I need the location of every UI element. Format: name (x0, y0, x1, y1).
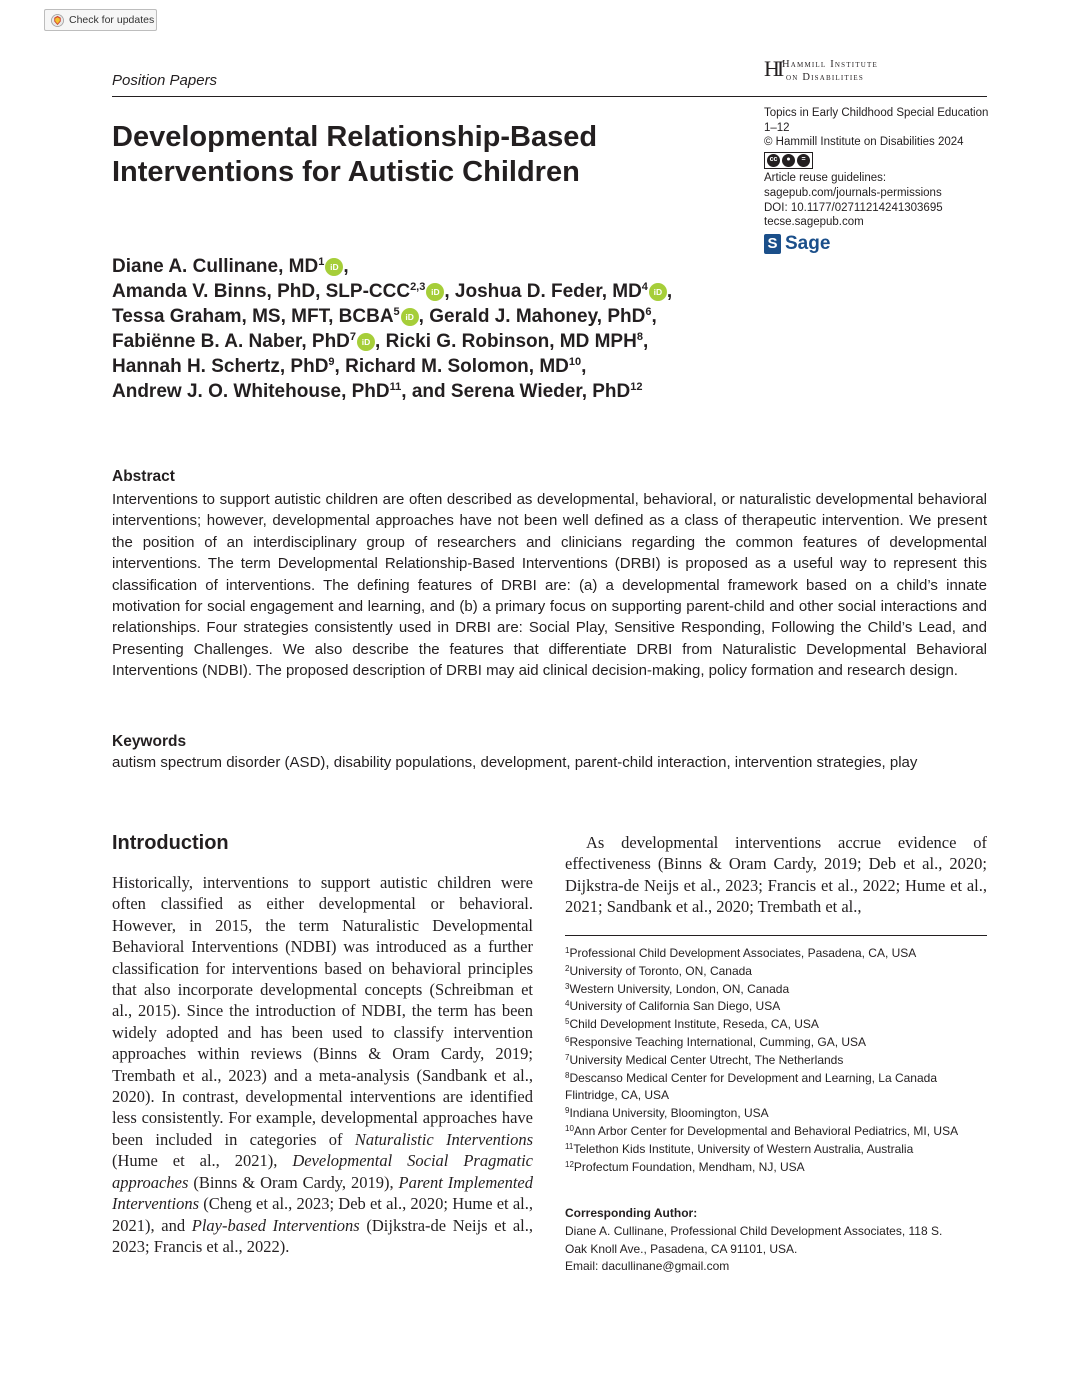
author-name: Richard M. Solomon, MD (345, 356, 569, 377)
sage-logo (764, 234, 994, 254)
corresponding-email[interactable]: Email: dacullinane@gmail.com (565, 1259, 730, 1274)
orcid-icon[interactable]: iD (649, 283, 667, 301)
affiliation-text: University Medical Center Utrecht, The Netherlands (569, 1052, 844, 1067)
affiliation-sup: 12 (565, 1159, 574, 1169)
introduction-paragraph (112, 872, 533, 1257)
cc-icon: cc (767, 154, 780, 167)
abstract-text: Interventions to support autistic children are often described as developmental, behavioral, or naturalistic developmental behavioral interventions; however, developmental approaches have not been well defined as a class of therapeutic intervention. We present the position of an interdisciplinary group of researchers and clinicians regarding the common features of developmental interventions. The term Developmental Relationship-Based Interventions (DRBI) is proposed as a useful way to represent this classification of interventions. The defining features of DRBI are: (a) a developmental framework based on a child’s innate motivation for social engagement and learning, and (b) a primary focus on supporting parent-child and other social interactions and relationships. Four strategies consistently used in DRBI are: Social Play, Sensitive Responding, Following the Child’s Lead, and Presenting Challenges. We also describe the features that differentiate DRBI from Naturalistic Developmental Behavioral Interventions (NDBI). The proposed description of DRBI may aid clinical decision-making, policy formation and research design. (112, 491, 987, 680)
author-affiliation-sup: 2,3 (410, 281, 426, 293)
title-line-2: Interventions for Autistic Children (112, 156, 580, 188)
affiliation-item (565, 1016, 990, 1034)
affiliation-item (565, 1070, 990, 1106)
corresponding-author (565, 1205, 990, 1276)
corresponding-label: Corresponding Author: (565, 1206, 698, 1220)
footnote-divider (565, 935, 987, 936)
journal-site-link[interactable]: tecse.sagepub.com (764, 216, 864, 229)
affiliation-sup: 2 (565, 963, 570, 973)
affiliation-text: Responsive Teaching International, Cumming, GA, USA (569, 1034, 867, 1049)
affiliation-sup: 6 (565, 1034, 570, 1044)
intro-text-run: (Cheng et al., 2023; Deb et al., 2020; Hume et al., 2021), and (112, 1194, 533, 1235)
affiliation-item (565, 981, 990, 999)
by-icon: ● (782, 154, 795, 167)
affiliation-text: Telethon Kids Institute, University of Western Australia, Australia (573, 1141, 914, 1156)
intro-italic-term: Developmental Social Pragmatic approaches (112, 1151, 533, 1192)
nd-icon: = (797, 154, 810, 167)
header-divider (112, 96, 987, 97)
affiliation-sup: 11 (565, 1141, 574, 1151)
affiliation-sup: 3 (565, 981, 570, 991)
affiliation-item (565, 1141, 990, 1159)
cc-license-badge[interactable] (764, 152, 813, 169)
journal-info (764, 106, 994, 254)
affiliation-item (565, 963, 990, 981)
author-affiliation-sup: 4 (641, 281, 648, 293)
affiliation-item (565, 998, 990, 1016)
affiliation-sup: 8 (565, 1070, 570, 1080)
author-affiliation-sup: 8 (636, 331, 643, 343)
affiliation-item (565, 945, 990, 963)
check-for-updates-icon (51, 14, 64, 27)
affiliation-text: Ann Arbor Center for Developmental and Behavioral Pediatrics, MI, USA (573, 1123, 959, 1138)
publisher-logo-line1: Hammill Institute (782, 59, 878, 70)
intro-text-run: (Hume et al., 2021), (112, 1151, 293, 1171)
orcid-icon[interactable]: iD (426, 283, 444, 301)
affiliation-item (565, 1123, 990, 1141)
check-for-updates-label: Check for updates (69, 14, 155, 26)
author-name: Gerald J. Mahoney, PhD (429, 306, 646, 327)
author-name: Joshua D. Feder, MD (454, 281, 642, 302)
affiliation-sup: 4 (565, 999, 570, 1009)
affiliation-item (565, 1052, 990, 1070)
author-affiliation-sup: 10 (568, 356, 582, 368)
intro-text-run: Historically, interventions to support autistic children were often classified as either developmental or behavioral. However, in 2015, the term Naturalistic Developmental Behavioral Interventions (NDBI) was introduced as a further classification for interventions based on behavioral principles that also incorporate developmental concepts (Schreibman et al., 2015). Since the introduction of NDBI, the term has been widely adopted and has been used to classify intervention approaches within reviews (Binns & Oram Cardy, 2019; Trembath et al., 2023) and a meta-analysis (Sandbank et al., 2020). In contrast, developmental interventions are identified less consistently. For example, developmental approaches have been included in categories of (112, 873, 533, 1149)
affiliation-sup: 1 (565, 946, 570, 955)
affiliation-sup: 9 (565, 1106, 570, 1116)
title-line-1: Developmental Relationship-Based (112, 121, 598, 153)
introduction-heading: Introduction (112, 832, 229, 854)
abstract-heading: Abstract (112, 468, 175, 485)
corresponding-line: Oak Knoll Ave., Pasadena, CA 91101, USA. (565, 1241, 798, 1256)
author-name: Hannah H. Schertz, PhD (112, 356, 329, 377)
keywords-text: autism spectrum disorder (ASD), disability populations, development, parent-child interaction, intervention strategies, play (112, 754, 918, 771)
affiliation-text: Indiana University, Bloomington, USA (569, 1106, 769, 1121)
intro-italic-term: Play-based Interventions (191, 1215, 360, 1235)
affiliation-sup: 5 (565, 1017, 570, 1027)
author-name: Andrew J. O. Whitehouse, PhD (112, 381, 390, 402)
author-name: Ricki G. Robinson, MD MPH (385, 331, 637, 352)
author-list: Diane A. Cullinane, $MD^1$ iD , Amanda V. Binns, PhD, SLP-CCC$^{2,3}$ iD , Joshua D. Feder, $MD^4$ iD , Tessa Graham, MS, MFT, BCBA$^5$ iD , Gerald J. Mahoney, PhD$^6$, Fabiënne B. A. Naber, PhD$^7$ iD , Ricki G. Robinson, MD MPH$^8$, Hannah H. Schertz, PhD$^9$, Richard M. Solomon, MD$^{10}$, Andrew J. O. Whitehouse, PhD$^{11}$, and Serena Wieder, PhD$^{12}$ (112, 256, 673, 402)
publisher-monogram: HI (764, 56, 782, 81)
affiliation-list (565, 945, 990, 1176)
sage-logo-text: Sage (785, 232, 831, 254)
sage-s-icon: S (764, 234, 781, 254)
affiliation-text: University of Toronto, ON, Canada (569, 963, 752, 978)
page-range: 1–12 (764, 121, 790, 134)
affiliation-text: Western University, London, ON, Canada (569, 981, 790, 996)
author-name: Tessa Graham, MS, MFT, BCBA (112, 306, 394, 327)
copyright: © Hammill Institute on Disabilities 2024 (764, 136, 964, 149)
author-affiliation-sup: 1 (318, 256, 325, 268)
affiliation-item (565, 1105, 990, 1123)
author-affiliation-sup: 7 (349, 331, 357, 343)
intro-text-run: (Binns & Oram Cardy, 2019), (188, 1172, 399, 1192)
reuse-label: Article reuse guidelines: (764, 172, 887, 185)
orcid-icon[interactable]: iD (401, 308, 419, 326)
affiliation-item (565, 1159, 990, 1177)
section-label: Position Papers (112, 72, 218, 89)
author-affiliation-sup: 6 (645, 306, 652, 318)
author-name: Amanda V. Binns, PhD, SLP-CCC (112, 281, 411, 302)
article-title (112, 120, 672, 190)
author-name: Serena Wieder, PhD (450, 381, 631, 402)
affiliation-text: University of California San Diego, USA (569, 999, 781, 1014)
author-affiliation-sup: 9 (328, 356, 335, 368)
affiliation-text: Child Development Institute, Reseda, CA, USA (569, 1017, 819, 1032)
affiliation-text: Descanso Medical Center for Development and Learning, La Canada Flintridge, CA, USA (565, 1070, 938, 1103)
orcid-icon[interactable]: iD (325, 258, 343, 276)
doi[interactable]: DOI: 10.1177/02711214241303695 (764, 201, 943, 214)
author-affiliation-sup: 11 (389, 381, 402, 393)
publisher-logo-line2: on Disabilities (786, 72, 864, 83)
keywords-heading: Keywords (112, 733, 187, 750)
intro-italic-term: Naturalistic Interventions (354, 1129, 534, 1149)
reuse-link[interactable]: sagepub.com/journals-permissions (764, 186, 942, 199)
corresponding-line: Diane A. Cullinane, Professional Child Development Associates, 118 S. (565, 1223, 943, 1238)
affiliation-item (565, 1034, 990, 1052)
affiliation-text: Professional Child Development Associates, Pasadena, CA, USA (569, 946, 917, 960)
author-name: Fabiënne B. A. Naber, PhD (112, 331, 350, 352)
affiliation-sup: 7 (565, 1052, 570, 1062)
affiliation-sup: 10 (565, 1123, 574, 1133)
orcid-icon[interactable]: iD (357, 333, 375, 351)
intro-italic-term: Parent Implemented Interventions (112, 1172, 533, 1214)
affiliation-text: Profectum Foundation, Mendham, NJ, USA (573, 1159, 805, 1174)
author-name: Diane A. Cullinane, MD (112, 256, 319, 277)
journal-name: Topics in Early Childhood Special Education (764, 107, 989, 119)
intro-text-run: (Dijkstra-de Neijs et al., 2023; Francis et al., 2022). (112, 1215, 533, 1256)
author-affiliation-sup: 12 (630, 381, 643, 393)
publisher-logo (764, 58, 988, 86)
check-for-updates-button[interactable] (44, 9, 157, 31)
column2-paragraph: As developmental interventions accrue evidence of effectiveness (Binns & Oram Cardy, 2019; Deb et al., 2020; Dijkstra-de Neijs et al., 2023; Francis et al., 2022; Hume et al., 2021; Sandbank et al., 2020; Trembath et al., (565, 833, 987, 917)
author-affiliation-sup: 5 (393, 306, 400, 318)
